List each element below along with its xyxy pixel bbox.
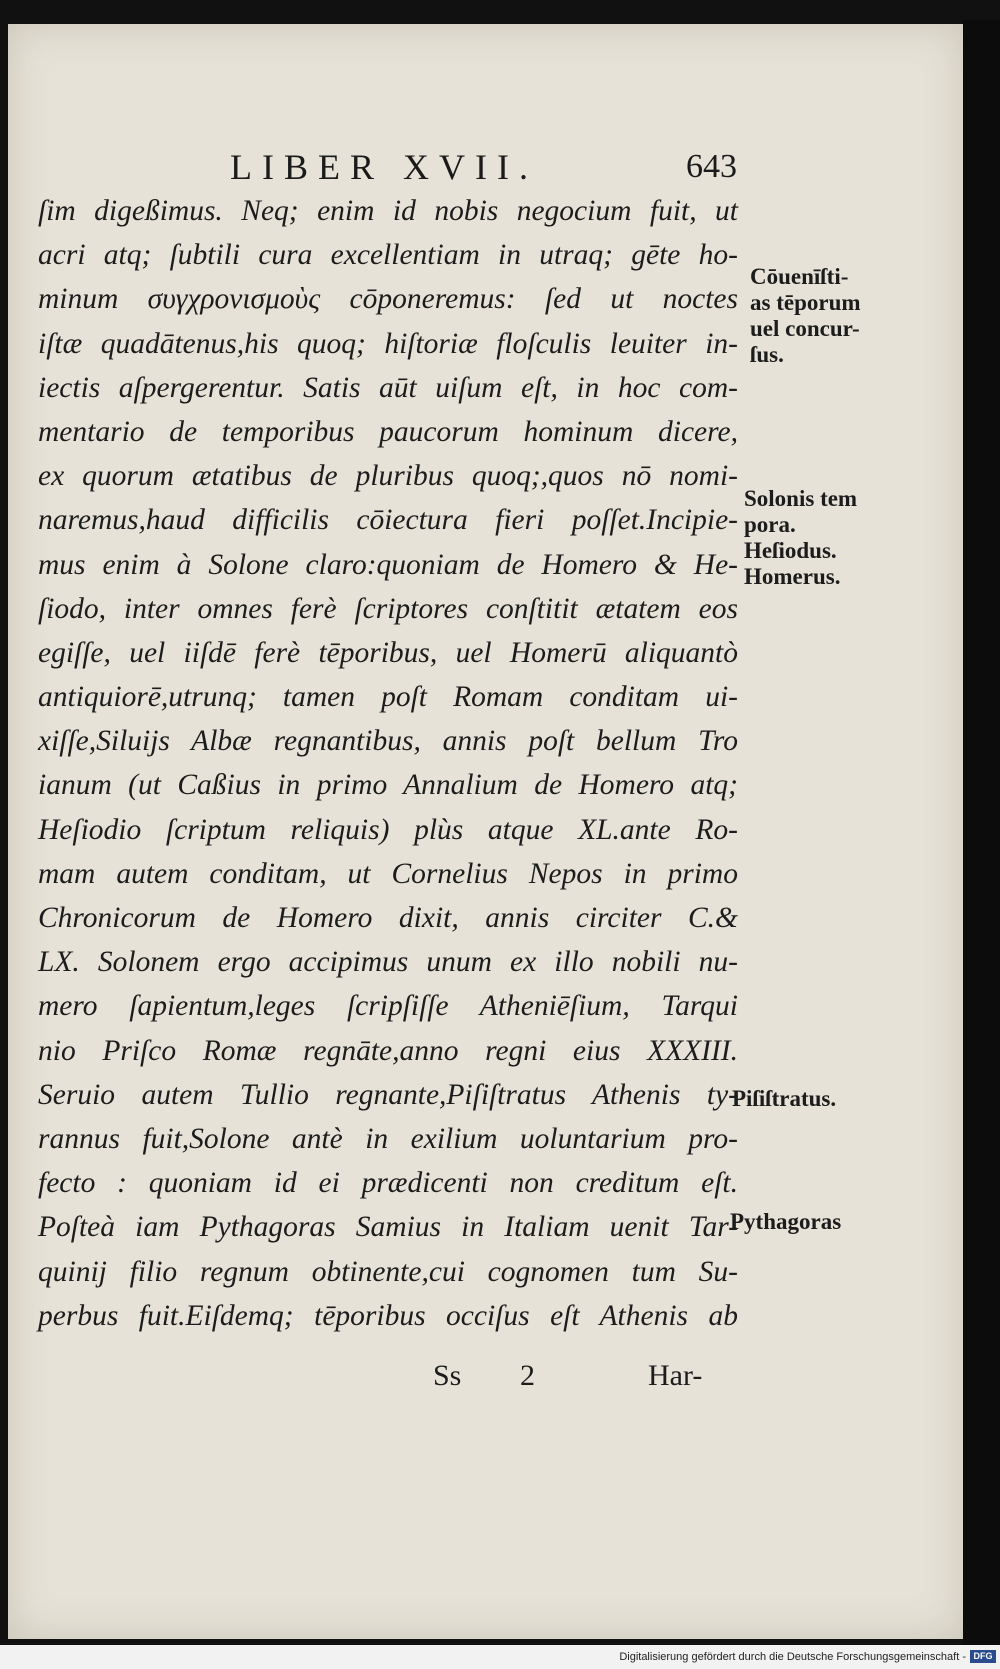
text-line: mam autem conditam, ut Cornelius Nepos in primo bbox=[38, 857, 738, 890]
marginal-note-pisistratus bbox=[732, 1086, 836, 1112]
marginal-note-line: Heſiodus. bbox=[744, 538, 837, 563]
signature-number: 2 bbox=[520, 1359, 535, 1392]
marginal-note-line: Cōuenīſti- bbox=[750, 264, 849, 289]
marginal-note-line: as tēporum bbox=[750, 290, 861, 315]
text-line: mus enim à Solone claro:quoniam de Homero & He- bbox=[38, 548, 738, 581]
text-line: perbus fuit.Eiſdemq; tēporibus occiſus eſt Athenis ab bbox=[38, 1299, 738, 1332]
marginal-note-solonis bbox=[744, 486, 857, 590]
text-line: ex quorum ætatibus de pluribus quoq;,quos nō nomi- bbox=[38, 460, 738, 493]
book-page bbox=[8, 24, 963, 1639]
text-line: quinij filio regnum obtinente,cui cognomen tum Su- bbox=[38, 1255, 738, 1288]
running-head bbox=[8, 146, 963, 186]
marginal-note-line: Homerus. bbox=[744, 564, 841, 589]
text-line: Heſiodio ſcriptum reliquis) plùs atque XL.ante Ro- bbox=[38, 813, 738, 846]
text-line: mentario de temporibus paucorum hominum dicere, bbox=[38, 415, 738, 448]
text-line: iectis aſpergerentur. Satis aūt uiſum eſt, in hoc com- bbox=[38, 371, 738, 404]
text-line: LX. Solonem ergo accipimus unum ex illo nobili nu- bbox=[38, 946, 738, 979]
text-line: rannus fuit,Solone antè in exilium uoluntarium pro- bbox=[38, 1122, 738, 1155]
marginal-note-line: Pythagoras bbox=[730, 1209, 842, 1234]
marginal-note-line: uel concur- bbox=[750, 316, 860, 341]
signature-mark: Ss bbox=[433, 1359, 462, 1392]
text-line: ſiodo, inter omnes ferè ſcriptores conſtitit ætatem eos bbox=[38, 592, 738, 625]
text-line: ianum (ut Caßius in primo Annalium de Homero atq; bbox=[38, 769, 738, 802]
marginal-note-line: pora. bbox=[744, 512, 796, 537]
text-line: egiſſe, uel iiſdē ferè tēporibus, uel Homerū aliquantò bbox=[38, 636, 738, 669]
page-number: 643 bbox=[686, 148, 737, 185]
marginal-note-pythagoras bbox=[730, 1209, 841, 1235]
marginal-note-line: Piſiſtratus. bbox=[732, 1086, 837, 1111]
text-line: Poſteà iam Pythagoras Samius in Italiam uenit Tar- bbox=[38, 1211, 738, 1244]
marginal-note-conuenientias bbox=[750, 264, 861, 368]
text-line: Chronicorum de Homero dixit, annis circiter C.& bbox=[38, 902, 738, 934]
text-line: nio Priſco Romæ regnāte,anno regni eius XXXIII. bbox=[38, 1034, 738, 1067]
text-line: minum συγχρονισμοὺς cōponeremus: ſed ut noctes bbox=[38, 283, 738, 316]
digitization-footer bbox=[0, 1645, 1000, 1669]
running-head-title: LIBER XVII. bbox=[230, 147, 538, 187]
text-line: naremus,haud difficilis cōiectura fieri poſſet.Incipie- bbox=[38, 504, 738, 537]
catchword: Har- bbox=[648, 1359, 703, 1392]
text-line: antiquiorē,utrunq; tamen poſt Romam conditam ui- bbox=[38, 681, 738, 714]
dfg-logo: DFG bbox=[970, 1650, 996, 1663]
footer-credit: Digitalisierung gefördert durch die Deutsche Forschungsgemeinschaft - bbox=[619, 1651, 966, 1663]
text-line: Seruio autem Tullio regnante,Piſiſtratus Athenis ty- bbox=[38, 1078, 738, 1111]
book-spine bbox=[963, 20, 1000, 1645]
text-line: mero ſapientum,leges ſcripſiſſe Atheniēſium, Tarqui bbox=[38, 990, 738, 1023]
text-line: fecto : quoniam id ei prædicenti non creditum eſt. bbox=[38, 1167, 738, 1200]
text-line: iſtæ quadātenus,his quoq; hiſtoriæ floſculis leuiter in- bbox=[38, 327, 738, 360]
marginal-note-line: Solonis tem bbox=[744, 486, 858, 511]
body-text bbox=[38, 189, 738, 1338]
marginal-note-line: ſus. bbox=[750, 342, 784, 367]
text-line: ſim digeßimus. Neq; enim id nobis negocium fuit, ut bbox=[38, 195, 738, 227]
text-line: acri atq; ſubtili cura excellentiam in utraq; gēte ho- bbox=[38, 239, 738, 272]
text-line: xiſſe,Siluijs Albæ regnantibus, annis poſt bellum Tro bbox=[38, 725, 738, 758]
